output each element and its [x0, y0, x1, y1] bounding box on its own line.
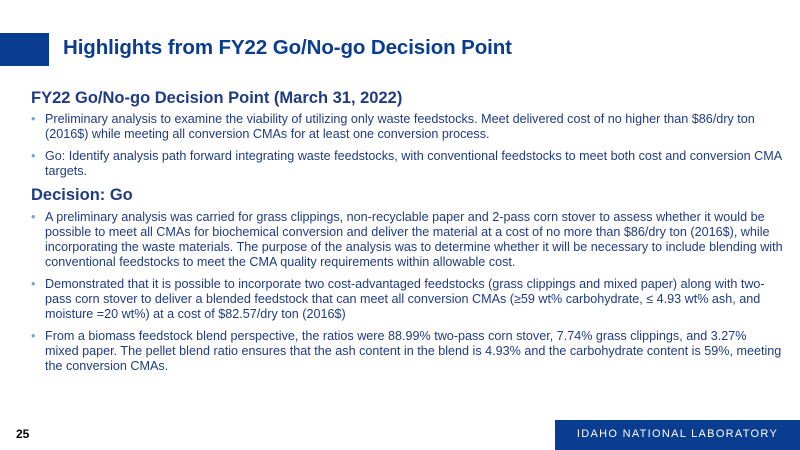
bullet-item — [31, 277, 783, 322]
bullet-dot-icon: • — [31, 329, 36, 343]
footer-organization-logo-text: IDAHO NATIONAL LABORATORY — [576, 428, 779, 440]
bullet-dot-icon: • — [31, 112, 36, 126]
bullet-text: A preliminary analysis was carried for grass clippings, non-recyclable paper and 2-pass corn stover to assess whether it would be possible to meet all CMAs for biochemical conversion and deliver the material at a cost of no more than $86/dry ton (2016$), while incorporating the waste materials. The purpose of the analysis was to determine whether it will be necessary to include blending with conventional feedstocks to meet the CMA quality requirements within allowable cost. — [45, 210, 783, 269]
title-accent-bar — [0, 33, 49, 66]
footer-bar — [555, 420, 800, 450]
bullet-dot-icon: • — [31, 277, 36, 291]
section-heading-decision: Decision: Go — [31, 186, 133, 204]
bullet-text: Preliminary analysis to examine the viability of utilizing only waste feedstocks. Meet delivered cost of no higher than $86/dry ton (2016$) while meeting all conversion CMAs for at least one conversion process. — [45, 112, 755, 141]
slide-title: Highlights from FY22 Go/No-go Decision Point — [63, 36, 512, 59]
decision-point-bullet-list — [31, 112, 783, 179]
bullet-text: Demonstrated that it is possible to incorporate two cost-advantaged feedstocks (grass clippings and mixed paper) along with two-pass corn stover to deliver a blended feedstock that can meet all conversion CMAs (≥59 wt% carbohydrate, ≤ 4.93 wt% ash, and moisture =20 wt%) at a cost of $82.57/dry ton (2016$) — [45, 277, 765, 321]
bullet-item — [31, 329, 783, 374]
bullet-text: From a biomass feedstock blend perspective, the ratios were 88.99% two-pass corn stover, 7.74% grass clippings, and 3.27% mixed paper. The pellet blend ratio ensures that the ash content in the blend is 4.93% and the carbohydrate content is 59%, meeting the conversion CMAs. — [45, 329, 782, 373]
bullet-item — [31, 149, 783, 179]
bullet-dot-icon: • — [31, 149, 36, 163]
bullet-dot-icon: • — [31, 210, 36, 224]
bullet-item — [31, 112, 783, 142]
slide-content — [31, 89, 783, 381]
bullet-item — [31, 210, 783, 270]
decision-bullet-list — [31, 210, 783, 374]
page-number: 25 — [16, 427, 30, 441]
section-heading-decision-point: FY22 Go/No-go Decision Point (March 31, 2022) — [31, 89, 403, 107]
bullet-text: Go: Identify analysis path forward integrating waste feedstocks, with conventional feedstocks to meet both cost and conversion CMA targets. — [45, 149, 782, 178]
